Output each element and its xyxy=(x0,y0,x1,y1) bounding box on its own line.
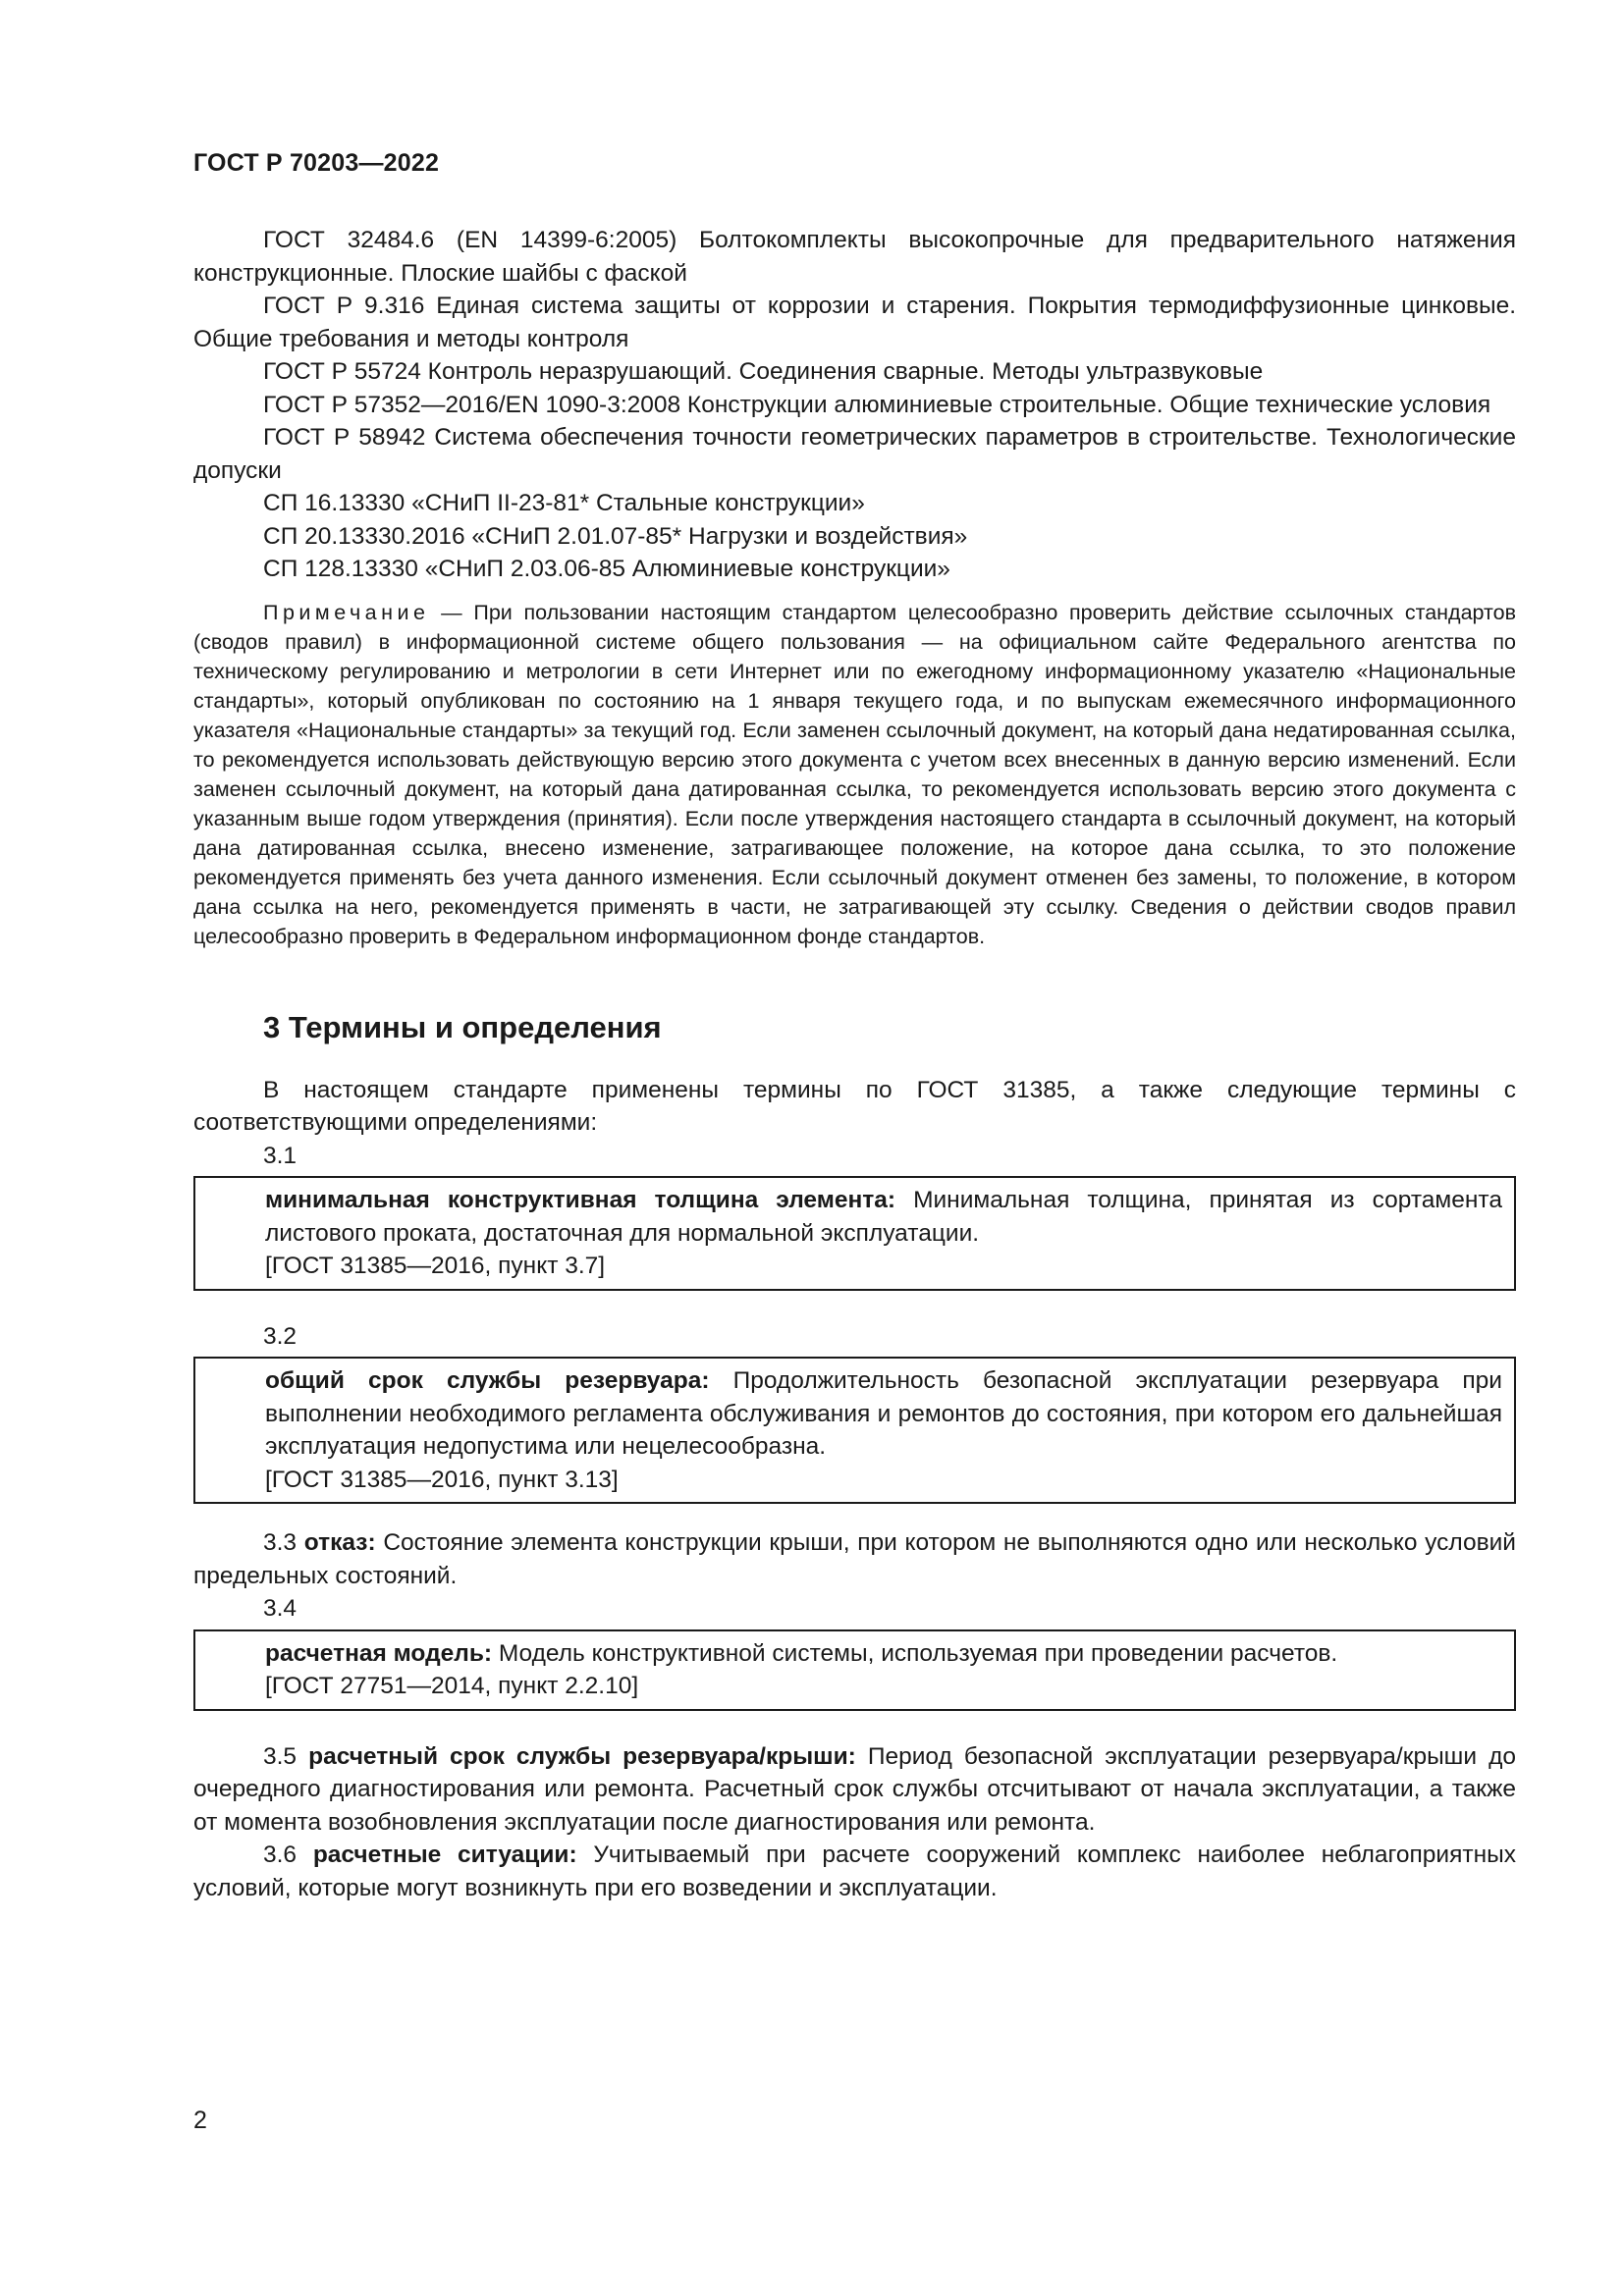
term-paragraph xyxy=(193,1839,1516,1904)
term-box xyxy=(193,1176,1516,1291)
reference-item: СП 128.13330 «СНиП 2.03.06-85 Алюминиевые конструкции» xyxy=(263,556,950,582)
reference-item: ГОСТ Р 58942 Система обеспечения точности геометрических параметров в строительстве. Технологические допуски xyxy=(193,424,1516,484)
term-definition xyxy=(265,1364,1502,1464)
term-definition xyxy=(265,1637,1502,1671)
reference-item: ГОСТ Р 57352—2016/EN 1090-3:2008 Конструкции алюминиевые строительные. Общие технические условия xyxy=(263,391,1491,418)
term-paragraph xyxy=(193,1526,1516,1592)
note-text: — При пользовании настоящим стандартом целесообразно проверить действие ссылочных стандартов (сводов правил) в информационной системе общего пользования — на официальном сайте Федерального агентства по техническому регулированию и метрологии в сети Интернет или по ежегодному информационному указателю «Национальные стандарты», который опубликован по состоянию на 1 января текущего года, и по выпускам ежемесячного информационного указателя «Национальные стандарты» за текущий год. Если заменен ссылочный документ, на который дана недатированная ссылка, то рекомендуется использовать действующую версию этого документа с учетом всех внесенных в данную версию изменений. Если заменен ссылочный документ, на который дана датированная ссылка, то рекомендуется использовать версию этого документа с указанным выше годом утверждения (принятия). Если после утверждения настоящего стандарта в ссылочный документ, на который дана датированная ссылка, внесено изменение, затрагивающее положение, на которое дана ссылка, то это положение рекомендуется применять без учета данного изменения. Если ссылочный документ отменен без замены, то положение, в котором дана ссылка на него, рекомендуется применять в части, не затрагивающей эту ссылку. Сведения о действии сводов правил целесообразно проверить в Федеральном информационном фонде стандартов. xyxy=(193,600,1516,948)
page-number: 2 xyxy=(193,2107,207,2134)
reference-item: ГОСТ Р 55724 Контроль неразрушающий. Соединения сварные. Методы ультразвуковые xyxy=(263,358,1264,385)
term-text: Модель конструктивной системы, используемая при проведении расчетов. xyxy=(492,1639,1338,1667)
term-name: отказ: xyxy=(303,1529,376,1556)
note-paragraph xyxy=(193,598,1516,951)
term-number: 3.4 xyxy=(263,1595,298,1622)
term-name: расчетная модель: xyxy=(265,1639,493,1667)
term-name: общий срок службы резервуара: xyxy=(265,1367,710,1394)
references-list xyxy=(193,224,1516,586)
term-name: расчетные ситуации: xyxy=(312,1842,577,1868)
note-label: Примечание xyxy=(263,600,430,624)
term-number: 3.5 xyxy=(263,1742,298,1770)
term-text: Период безопасной эксплуатации резервуара/крыши до очередного диагностирования или ремонта. Расчетный срок службы отсчитывают от начала эксплуатации, а также от момента возобновления эксплуатации после диагностирования или ремонта. xyxy=(193,1742,1516,1836)
term-number: 3.3 xyxy=(263,1529,298,1556)
term-paragraph xyxy=(193,1740,1516,1840)
term-box xyxy=(193,1629,1516,1711)
term-name: минимальная конструктивная толщина элемента: xyxy=(265,1187,896,1213)
term-text: Состояние элемента конструкции крыши, при котором не выполняются одно или несколько условий предельных состояний. xyxy=(193,1529,1516,1589)
section-heading: 3 Термины и определения xyxy=(263,1009,662,1044)
reference-item: ГОСТ 32484.6 (EN 14399-6:2005) Болтокомплекты высокопрочные для предварительного натяжения конструкционные. Плоские шайбы с фаской xyxy=(193,227,1516,287)
term-definition xyxy=(265,1184,1502,1250)
term-text: Минимальная толщина, принятая из сортамента листового проката, достаточная для нормальной эксплуатации. xyxy=(265,1187,1502,1247)
term-source: [ГОСТ 27751—2014, пункт 2.2.10] xyxy=(265,1673,639,1699)
term-number: 3.2 xyxy=(263,1322,298,1350)
reference-item: СП 16.13330 «СНиП II-23-81* Стальные конструкции» xyxy=(263,490,865,516)
term-source: [ГОСТ 31385—2016, пункт 3.13] xyxy=(265,1466,619,1493)
reference-item: ГОСТ Р 9.316 Единая система защиты от коррозии и старения. Покрытия термодиффузионные цинковые. Общие требования и методы контроля xyxy=(193,293,1516,352)
term-source: [ГОСТ 31385—2016, пункт 3.7] xyxy=(265,1253,606,1279)
term-text: Продолжительность безопасной эксплуатации резервуара при выполнении необходимого регламента обслуживания и ремонтов до состояния, при котором его дальнейшая эксплуатация недопустима или нецелесообразна. xyxy=(265,1367,1502,1460)
document-header: ГОСТ Р 70203—2022 xyxy=(193,149,440,177)
term-text: Учитываемый при расчете сооружений комплекс наиболее неблагоприятных условий, которые могут возникнуть при его возведении и эксплуатации. xyxy=(193,1842,1516,1901)
term-box xyxy=(193,1357,1516,1504)
term-name: расчетный срок службы резервуара/крыши: xyxy=(308,1742,856,1770)
term-number: 3.1 xyxy=(263,1142,298,1169)
section-intro: В настоящем стандарте применены термины по ГОСТ 31385, а также следующие термины с соответствующими определениями: xyxy=(193,1076,1516,1136)
term-number: 3.6 xyxy=(263,1842,298,1868)
page-content xyxy=(193,224,1516,1904)
reference-item: СП 20.13330.2016 «СНиП 2.01.07-85* Нагрузки и воздействия» xyxy=(263,522,968,550)
